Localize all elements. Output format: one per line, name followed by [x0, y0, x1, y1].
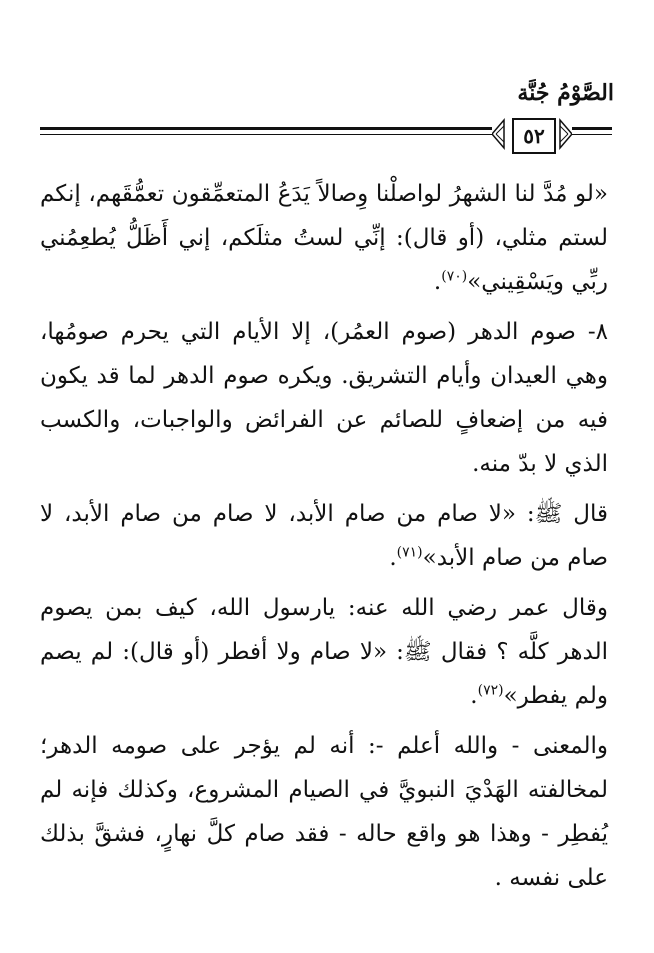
- paragraph-text: والمعنى - والله أعلم -: أنه لم يؤجر على صومه الدهر؛ لمخالفته الهَدْيَ النبويَّ في الصيام المشروع، وكذلك فإنه لم يُفطِر - وهذا هو واقع حاله - فقد صام كلَّ نهارٍ، فشقَّ بذلك على نفسه .: [40, 733, 608, 891]
- paragraph-text: قال ﷺ: «لا صام من صام الأبد، لا صام من صام الأبد، لا صام من صام الأبد»: [40, 501, 608, 571]
- paragraph-end: .: [389, 545, 397, 571]
- page-header: [0, 0, 654, 160]
- paragraph-text: ٨- صوم الدهر (صوم العمُر)، إلا الأيام التي يحرم صومُها، وهي العيدان وأيام التشريق. ويكره صوم الدهر لما قد يكون فيه من إضعافٍ للصائم عن الفرائض والواجبات، والكسب الذي لا بدّ منه.: [40, 319, 608, 477]
- paragraph-end: .: [470, 683, 478, 709]
- page-body: [40, 172, 608, 900]
- header-rule-left: [40, 127, 492, 130]
- paragraph: [40, 586, 608, 718]
- header-rule-right: [572, 127, 612, 130]
- footnote-ref: (٧٠): [441, 268, 468, 285]
- running-title: الصَّوْمُ جُنَّة: [517, 80, 614, 106]
- page-number: ٥٢: [512, 118, 556, 154]
- paragraph-end: .: [433, 269, 442, 295]
- paragraph: [40, 492, 608, 580]
- paragraph: [40, 310, 608, 486]
- header-rule-right-thin: [572, 134, 612, 135]
- footnote-ref: (٧٢): [477, 682, 504, 699]
- paragraph-text: «لو مُدَّ لنا الشهرُ لواصلْنا وِصالاً يَدَعُ المتعمِّقون تعمُّقَهم، إنكم لستم مثلي، (أو قال): إنِّي لستُ مثلَكم، إني أَظَلُّ يُطعِمُني ربِّي ويَسْقِيني»: [40, 181, 608, 295]
- footnote-ref: (٧١): [396, 544, 423, 561]
- header-rule-left-thin: [40, 134, 492, 135]
- paragraph-text: وقال عمر رضي الله عنه: يارسول الله، كيف بمن يصوم الدهر كلَّه ؟ فقال ﷺ: «لا صام ولا أفطر (أو قال): لم يصم ولم يفطر»: [40, 595, 608, 709]
- paragraph: [40, 172, 608, 304]
- paragraph: [40, 724, 608, 900]
